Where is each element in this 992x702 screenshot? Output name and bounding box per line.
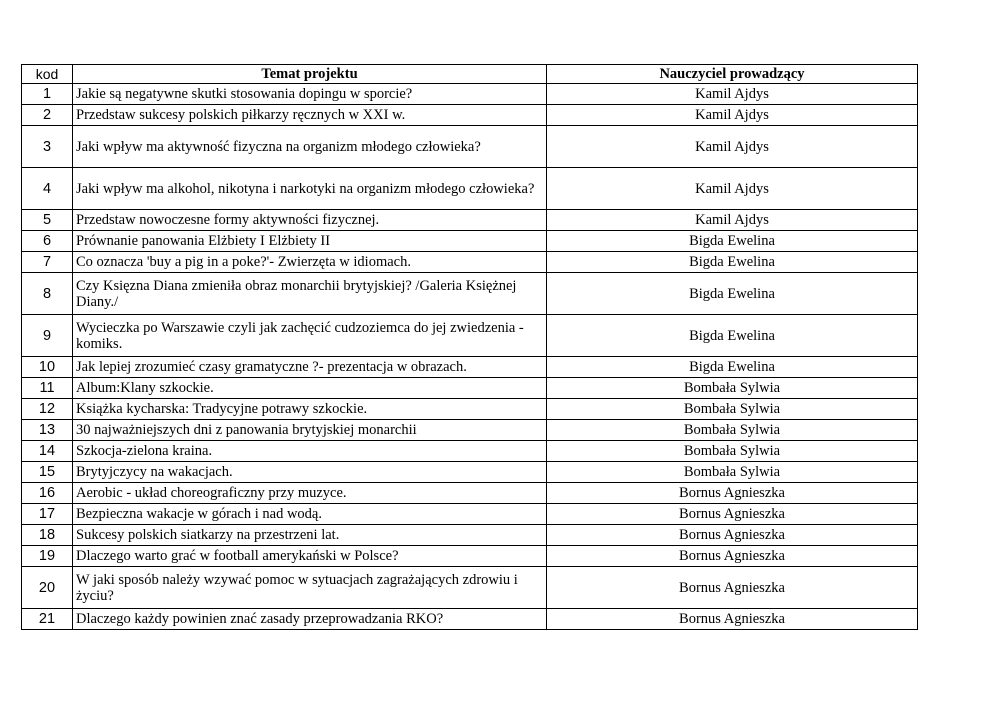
row-temat: Brytyjczycy na wakacjach.: [73, 462, 547, 483]
row-nauczyciel: Kamil Ajdys: [547, 126, 918, 168]
row-kod: 2: [22, 105, 73, 126]
row-nauczyciel: Kamil Ajdys: [547, 210, 918, 231]
row-kod: 17: [22, 504, 73, 525]
row-temat: Szkocja-zielona kraina.: [73, 441, 547, 462]
row-nauczyciel: Bigda Ewelina: [547, 273, 918, 315]
row-temat: Prównanie panowania Elżbiety I Elżbiety II: [73, 231, 547, 252]
table-row: [22, 315, 918, 357]
row-temat: Jaki wpływ ma aktywność fizyczna na organizm młodego człowieka?: [73, 126, 547, 168]
row-nauczyciel: Kamil Ajdys: [547, 105, 918, 126]
row-kod: 20: [22, 567, 73, 609]
row-nauczyciel: Bigda Ewelina: [547, 315, 918, 357]
row-temat: Jakie są negatywne skutki stosowania dopingu w sporcie?: [73, 84, 547, 105]
row-kod: 1: [22, 84, 73, 105]
table-row: [22, 609, 918, 630]
row-nauczyciel: Bombała Sylwia: [547, 378, 918, 399]
row-nauczyciel: Bornus Agnieszka: [547, 525, 918, 546]
row-temat: Album:Klany szkockie.: [73, 378, 547, 399]
row-temat: Dlaczego każdy powinien znać zasady przeprowadzania RKO?: [73, 609, 547, 630]
row-kod: 19: [22, 546, 73, 567]
row-kod: 8: [22, 273, 73, 315]
row-nauczyciel: Kamil Ajdys: [547, 84, 918, 105]
row-temat: 30 najważniejszych dni z panowania brytyjskiej monarchii: [73, 420, 547, 441]
row-nauczyciel: Bombała Sylwia: [547, 399, 918, 420]
row-nauczyciel: Bombała Sylwia: [547, 420, 918, 441]
row-kod: 11: [22, 378, 73, 399]
table-row: [22, 525, 918, 546]
row-kod: 13: [22, 420, 73, 441]
table-row: [22, 231, 918, 252]
table-row: [22, 567, 918, 609]
row-nauczyciel: Bombała Sylwia: [547, 462, 918, 483]
table-row: [22, 546, 918, 567]
row-kod: 10: [22, 357, 73, 378]
row-temat: Książka kycharska: Tradycyjne potrawy szkockie.: [73, 399, 547, 420]
row-temat: Bezpieczna wakacje w górach i nad wodą.: [73, 504, 547, 525]
row-temat: Co oznacza 'buy a pig in a poke?'- Zwierzęta w idiomach.: [73, 252, 547, 273]
projects-table: [21, 64, 918, 630]
table-row: [22, 462, 918, 483]
header-nauczyciel: Nauczyciel prowadzący: [547, 65, 918, 84]
table-row: [22, 252, 918, 273]
row-nauczyciel: Bigda Ewelina: [547, 357, 918, 378]
row-kod: 12: [22, 399, 73, 420]
row-kod: 18: [22, 525, 73, 546]
row-temat: W jaki sposób należy wzywać pomoc w sytuacjach zagrażających zdrowiu i życiu?: [73, 567, 547, 609]
row-nauczyciel: Bombała Sylwia: [547, 441, 918, 462]
row-kod: 7: [22, 252, 73, 273]
row-kod: 15: [22, 462, 73, 483]
row-kod: 5: [22, 210, 73, 231]
table-row: [22, 504, 918, 525]
row-kod: 4: [22, 168, 73, 210]
table-row: [22, 441, 918, 462]
row-nauczyciel: Bornus Agnieszka: [547, 546, 918, 567]
table-row: [22, 210, 918, 231]
row-temat: Jaki wpływ ma alkohol, nikotyna i narkotyki na organizm młodego człowieka?: [73, 168, 547, 210]
table-row: [22, 168, 918, 210]
row-temat: Sukcesy polskich siatkarzy na przestrzeni lat.: [73, 525, 547, 546]
row-kod: 6: [22, 231, 73, 252]
header-row: [22, 65, 918, 84]
table-row: [22, 378, 918, 399]
table-row: [22, 357, 918, 378]
header-kod: kod: [22, 65, 73, 84]
row-nauczyciel: Bigda Ewelina: [547, 231, 918, 252]
row-nauczyciel: Bornus Agnieszka: [547, 504, 918, 525]
row-kod: 9: [22, 315, 73, 357]
row-nauczyciel: Bornus Agnieszka: [547, 567, 918, 609]
row-temat: Aerobic - układ choreograficzny przy muzyce.: [73, 483, 547, 504]
row-temat: Przedstaw sukcesy polskich piłkarzy ręcznych w XXI w.: [73, 105, 547, 126]
row-nauczyciel: Bigda Ewelina: [547, 252, 918, 273]
row-temat: Przedstaw nowoczesne formy aktywności fizycznej.: [73, 210, 547, 231]
row-kod: 16: [22, 483, 73, 504]
table-row: [22, 273, 918, 315]
row-temat: Jak lepiej zrozumieć czasy gramatyczne ?- prezentacja w obrazach.: [73, 357, 547, 378]
row-kod: 21: [22, 609, 73, 630]
header-temat: Temat projektu: [73, 65, 547, 84]
row-temat: Wycieczka po Warszawie czyli jak zachęcić cudzoziemca do jej zwiedzenia - komiks.: [73, 315, 547, 357]
row-nauczyciel: Bornus Agnieszka: [547, 609, 918, 630]
table-row: [22, 84, 918, 105]
table-row: [22, 420, 918, 441]
table-row: [22, 399, 918, 420]
row-kod: 3: [22, 126, 73, 168]
table-row: [22, 483, 918, 504]
row-kod: 14: [22, 441, 73, 462]
table-row: [22, 105, 918, 126]
row-nauczyciel: Bornus Agnieszka: [547, 483, 918, 504]
row-temat: Czy Księzna Diana zmieniła obraz monarchii brytyjskiej? /Galeria Księżnej Diany./: [73, 273, 547, 315]
row-temat: Dlaczego warto grać w football amerykański w Polsce?: [73, 546, 547, 567]
table-row: [22, 126, 918, 168]
row-nauczyciel: Kamil Ajdys: [547, 168, 918, 210]
